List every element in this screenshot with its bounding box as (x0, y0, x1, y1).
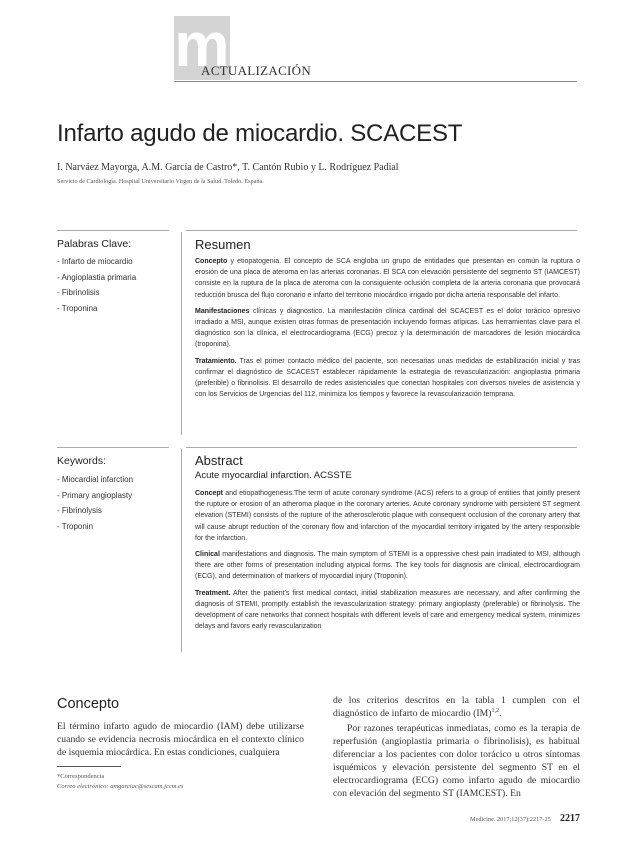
abstract-rule (186, 447, 577, 448)
paragraph-text: manifestations and diagnosis. The main symptom of STEMI is a oppressive chest pain irradiated to MSI, although there are other forms of presentation including atypical forms. The key tools for diagnosis are clinical, electrocardiogram (ECG), and determination of markers of myocardial injury (Troponin). (195, 551, 580, 581)
paragraph-text: de los criterios descritos en la tabla 1 cumplen con el diagnóstico de infarto de miocardio (IM) (333, 695, 580, 719)
page-number: 2217 (560, 813, 580, 824)
paragraph-text: . (498, 708, 502, 719)
list-item: - Angioplastia primaria (57, 272, 137, 282)
paragraph-text: Tras el primer contacto médico del paciente, son necesarias unas medidas de estabilización inicial y tras confirmar el diagnóstico de SCACEST establecer rápidamente la estrategia de revascularización: angioplastia primaria (preferible) o fibrinolisis. El desarrollo de redes asistenciales que conectan hospitales con diversos niveles de asistencia y con los Servicios de Urgencias del 112, minimiza los tiempos y favorece la revascularización temprana. (195, 357, 580, 399)
abstract-paragraph (195, 488, 580, 544)
list-item: - Primary angioplasty (57, 490, 133, 500)
resumen-paragraph (195, 256, 580, 301)
body-paragraph: Por razones terapéuticas inmediatas, como es la terapia de reperfusión (angioplastia primaria o fibrinolisis), es habitual diferenciar a los pacientes con dolor torácico u otros síntomas isquémicos y elevación persistente del segmento ST en el electrocardiograma (ECG) como infarto agudo de miocardio con elevación del segmento ST (IAMCEST). En (333, 723, 580, 799)
abstract-subtitle: Acute myocardial infarction. ACSSTE (195, 470, 352, 481)
palabras-clave-rule (57, 230, 169, 231)
header-divider (174, 81, 577, 82)
abstract-column-rule (181, 449, 182, 652)
reference-superscript: 1,2 (491, 707, 499, 714)
abstract-body (195, 488, 580, 632)
palabras-clave-list (57, 254, 136, 316)
list-item: - Miocardial infarction (57, 475, 134, 484)
footer-citation: Medicine. 2017;12(37):2217-25 (470, 816, 551, 823)
paragraph-text: and etiopathogenesis.The term of acute coronary syndrome (ACS) refers to a group of entities that jointly present the rupture or erosion of an atheroma plaque in the coronary arteries. Acute coronary syndrome with persistent ST segment elevation (STEMI) consists of the rupture of the atherosclerotic plaque with consequent occlusion of the coronary artery that will cause abrupt reduction of the coronary flow and infarction of the myocardial territory irrigated by the artery responsible for the infarction. (195, 490, 580, 542)
body-paragraph: El término infarto agudo de miocardio (IAM) debe utilizarse cuando se evidencia necrosis miocárdica en el contexto clínico de isquemia miocárdica. En estas condiciones, cualquiera (57, 721, 304, 758)
footnote-rule (57, 766, 121, 767)
resumen-paragraph (195, 356, 580, 401)
paragraph-label: Clinical (195, 551, 220, 559)
concepto-right-column (333, 694, 580, 800)
article-title: Infarto agudo de miocardio. SCACEST (57, 120, 463, 147)
paragraph-text: After the patient's first medical contact, initial stabilization measures are necessary, and after confirming the diagnosis of STEMI, promptly establish the revascularization strategy: primary angioplasty (preferable) or fibrinolysis. The development of care networks that connect hospitals with different levels of care and emergency medical system, minimizes delays and favors early revascularization (195, 589, 580, 631)
article-affiliation: Servicio de Cardiología. Hospital Universitario Virgen de la Salud. Toledo. España. (57, 178, 264, 185)
paragraph-label: Concept (195, 490, 223, 497)
list-item: - Infarto de miocardio (57, 257, 133, 266)
list-item: - Troponina (57, 303, 98, 313)
resumen-heading: Resumen (195, 237, 251, 252)
paragraph-label: Tratamiento. (195, 357, 237, 365)
list-item: - Fibrinolisis (57, 288, 100, 297)
list-item: - Fibrinolysis (57, 506, 102, 515)
body-paragraph (333, 694, 580, 720)
paragraph-label: Treatment. (195, 589, 231, 597)
resumen-body (195, 256, 580, 400)
article-authors: I. Narváez Mayorga, A.M. García de Castro*, T. Cantón Rubio y L. Rodríguez Padial (57, 162, 399, 173)
list-item: - Troponin (57, 521, 94, 531)
footnote (57, 772, 183, 792)
keywords-heading: Keywords: (57, 455, 107, 467)
journal-logo-letter: m (174, 11, 230, 80)
resumen-rule (186, 230, 577, 231)
palabras-clave-heading: Palabras Clave: (57, 238, 132, 250)
resumen-column-rule (181, 232, 182, 435)
paragraph-text: clínicas y diagnostico. La manifestación clínica cardinal del SCACEST es el dolor torácico opresivo irradiado a MSI, aunque existen otras formas de presentación incluyendo formas atípicas. Las herramientas clave para el diagnóstico son la clínica, el electrocardiograma (ECG) precoz y la determinación de marcadores de lesión miocárdica (troponina). (195, 307, 580, 349)
section-label: ACTUALIZACIÓN (201, 63, 312, 78)
concepto-heading: Concepto (57, 696, 120, 712)
keywords-list (57, 472, 133, 534)
abstract-paragraph (195, 588, 580, 633)
concepto-left-column (57, 720, 304, 759)
paragraph-text: y etiopatogenia. El concepto de SCA engloba un grupo de entidades que presentan en común la ruptura o erosión de una placa de ateroma en las arterias coronarias. El SCA con elevación persistente del segmento ST (IAMCEST) consiste en la ruptura de la placa de ateroma con la consiguiente oclusión completa de la arteria coronaria que provocará reducción brusca del flujo coronario e infarto del territorio miocárdico irrigado por dicha arteria responsable del infarto. (195, 258, 580, 299)
keywords-rule (57, 447, 169, 448)
resumen-paragraph (195, 306, 580, 351)
footnote-correspondence: *Correspondencia (57, 773, 105, 780)
abstract-paragraph (195, 549, 580, 583)
abstract-heading: Abstract (195, 453, 243, 468)
paragraph-label: Concepto (195, 258, 228, 265)
paragraph-label: Manifestaciones (195, 307, 250, 315)
footnote-email: Correo electrónico: amgarciac@sescam.jccm.es (57, 783, 184, 790)
